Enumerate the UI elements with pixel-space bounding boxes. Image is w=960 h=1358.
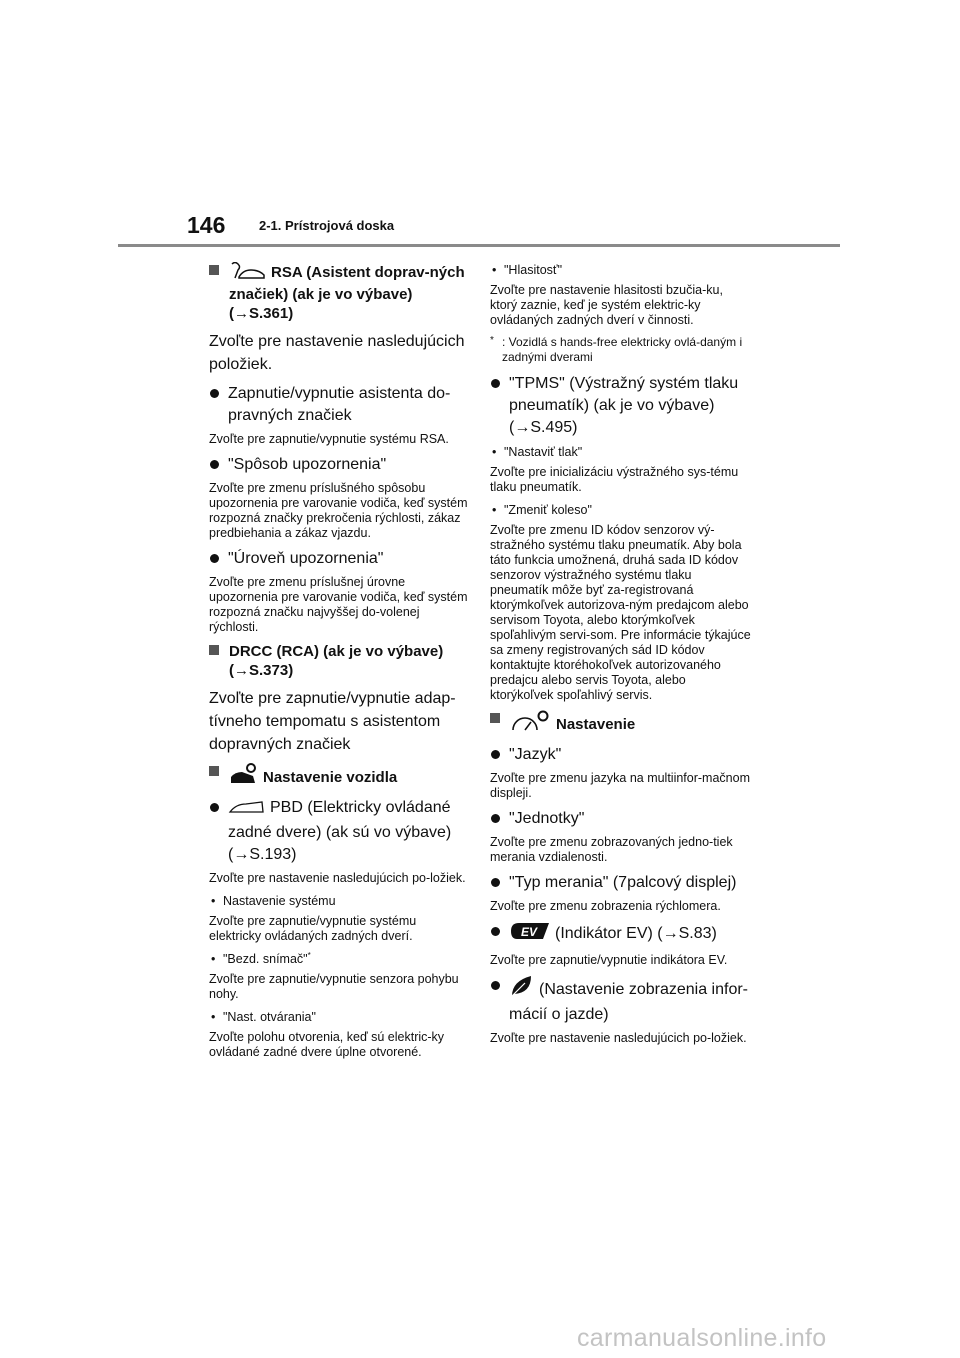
sub-item bbox=[490, 444, 752, 460]
bullet-dot-icon bbox=[210, 389, 219, 398]
section-square-icon bbox=[490, 713, 500, 723]
body-text: Zvoľte pre zapnutie/vypnutie indikátora EV. bbox=[490, 953, 728, 967]
sub-item-label: "Bezd. snímač" bbox=[223, 952, 308, 966]
bullet-dot-icon bbox=[210, 460, 219, 469]
section-square-icon bbox=[209, 265, 219, 275]
body-text: Zvoľte pre nastavenie nasledujúcich po-ložiek. bbox=[490, 1031, 747, 1045]
page-number: 146 bbox=[187, 212, 226, 238]
list-item bbox=[490, 921, 752, 948]
chapter-title: 2-1. Prístrojová doska bbox=[259, 218, 395, 233]
list-item bbox=[209, 383, 471, 427]
sub-item bbox=[209, 893, 471, 909]
list-item-label: (Nastavenie zobrazenia infor-mácií o jazde) bbox=[509, 981, 748, 1023]
drcc-heading-text: DRCC (RCA) (ak je vo výbave) (→S.373) bbox=[229, 643, 444, 679]
section-heading-rsa bbox=[209, 262, 471, 323]
ev-indicator-icon bbox=[509, 921, 551, 948]
sub-item-label: "Hlasitosť" bbox=[504, 263, 563, 277]
rsa-intro: Zvoľte pre nastavenie nasledujúcich položiek. bbox=[209, 333, 465, 373]
list-item-label: "Jazyk" bbox=[509, 746, 562, 763]
section-heading-drcc bbox=[209, 642, 471, 680]
footnote-marker: * bbox=[490, 335, 494, 346]
bullet-dot-icon bbox=[210, 803, 219, 812]
list-item bbox=[490, 744, 752, 766]
section-square-icon bbox=[209, 766, 219, 776]
list-item bbox=[490, 373, 752, 439]
right-column bbox=[490, 262, 752, 1053]
sub-bullet-icon: • bbox=[492, 503, 497, 517]
list-item bbox=[490, 808, 752, 830]
footnote-marker: * bbox=[307, 950, 311, 960]
footnote bbox=[490, 335, 752, 365]
car-gear-icon bbox=[229, 763, 259, 790]
body-text: Zvoľte pre zapnutie/vypnutie senzora pohybu nohy. bbox=[209, 972, 459, 1001]
section-square-icon bbox=[209, 645, 219, 655]
gauge-gear-icon bbox=[510, 710, 552, 737]
body-text: Zvoľte pre zapnutie/vypnutie systému RSA. bbox=[209, 432, 449, 446]
vehicle-heading-text: Nastavenie vozidla bbox=[263, 769, 398, 786]
sub-item bbox=[209, 951, 471, 967]
list-item-label: "Jednotky" bbox=[509, 810, 585, 827]
body-text: Zvoľte pre zmenu zobrazenia rýchlomera. bbox=[490, 899, 721, 913]
list-item-label: "Spôsob upozornenia" bbox=[228, 456, 387, 473]
list-item-label: "Úroveň upozornenia" bbox=[228, 550, 384, 567]
list-item-label: PBD (Elektricky ovládané zadné dvere) (ak sú vo výbave) (→S.193) bbox=[228, 799, 452, 863]
sub-bullet-icon: • bbox=[211, 1010, 216, 1024]
section-heading-settings bbox=[490, 710, 752, 737]
section-heading-vehicle bbox=[209, 763, 471, 790]
body-text: Zvoľte pre zmenu príslušného spôsobu upozornenia pre varovanie vodiča, keď systém rozpozná značky prekročenia rýchlosti, zákaz predbiehania a zákaz vjazdu. bbox=[209, 481, 468, 540]
sub-bullet-icon: • bbox=[211, 952, 216, 966]
sub-bullet-icon: • bbox=[492, 445, 497, 459]
list-item bbox=[490, 975, 752, 1026]
bullet-dot-icon bbox=[491, 750, 500, 759]
leaf-icon bbox=[509, 975, 535, 1004]
sub-item bbox=[209, 1009, 471, 1025]
list-item bbox=[490, 872, 752, 894]
settings-heading-text: Nastavenie bbox=[556, 716, 636, 733]
rsa-heading-text: RSA (Asistent doprav-ných značiek) (ak je vo výbave) (→S.361) bbox=[229, 264, 465, 322]
body-text: Zvoľte pre zapnutie/vypnutie systému elektricky ovládaných zadných dverí. bbox=[209, 914, 417, 943]
body-text: Zvoľte pre zmenu zobrazovaných jedno-tiek merania vzdialenosti. bbox=[490, 835, 733, 864]
list-item-label: (Indikátor EV) (→S.83) bbox=[555, 925, 717, 942]
rsa-sign-car-icon bbox=[229, 262, 267, 285]
list-item-label: "Typ merania" (7palcový displej) bbox=[509, 874, 737, 891]
sub-item-label: Nastavenie systému bbox=[223, 894, 336, 908]
list-item-label: Zapnutie/vypnutie asistenta do-pravných značiek bbox=[228, 385, 451, 424]
list-item bbox=[209, 797, 471, 866]
sub-bullet-icon: • bbox=[492, 263, 497, 277]
car-rear-door-icon bbox=[228, 799, 266, 822]
body-text: Zvoľte pre zmenu jazyka na multiinfor-mačnom displeji. bbox=[490, 771, 750, 800]
footnote-text: : Vozidlá s hands-free elektricky ovlá-daným i zadnými dverami bbox=[502, 335, 743, 364]
body-text: Zvoľte polohu otvorenia, keď sú elektric-ky ovládané zadné dvere úplne otvorené. bbox=[209, 1030, 445, 1059]
bullet-dot-icon bbox=[491, 814, 500, 823]
body-text: Zvoľte pre nastavenie hlasitosti bzučia-ku, ktorý zaznie, keď je systém elektric-ky ovládaných zadných dverí v činnosti. bbox=[490, 283, 723, 327]
bullet-dot-icon bbox=[210, 554, 219, 563]
sub-item-label: "Nastaviť tlak" bbox=[504, 445, 583, 459]
sub-bullet-icon: • bbox=[211, 894, 216, 908]
list-item bbox=[209, 454, 471, 476]
bullet-dot-icon bbox=[491, 981, 500, 990]
drcc-intro: Zvoľte pre zapnutie/vypnutie adap-tívneho tempomatu s asistentom dopravných značiek bbox=[209, 690, 456, 753]
body-text: Zvoľte pre zmenu príslušnej úrovne upozornenia pre varovanie vodiča, keď systém rozpozná značku najvyššej do-volenej rýchlosti. bbox=[209, 575, 468, 634]
sub-item-label: "Nast. otvárania" bbox=[223, 1010, 316, 1024]
sub-item bbox=[490, 502, 752, 518]
body-text: Zvoľte pre inicializáciu výstražného sys-tému tlaku pneumatík. bbox=[490, 465, 739, 494]
header-divider bbox=[118, 244, 840, 247]
sub-item-label: "Zmeniť koleso" bbox=[504, 503, 592, 517]
watermark: carmanualsonline.info bbox=[577, 1324, 827, 1352]
bullet-dot-icon bbox=[491, 927, 500, 936]
bullet-dot-icon bbox=[491, 878, 500, 887]
sub-item bbox=[490, 262, 752, 278]
svg-text:EV: EV bbox=[521, 925, 538, 939]
left-column bbox=[209, 262, 471, 1067]
list-item-label: "TPMS" (Výstražný systém tlaku pneumatík) (ak je vo výbave) (→S.495) bbox=[509, 375, 739, 436]
body-text: Zvoľte pre zmenu ID kódov senzorov vý-stražného systému tlaku pneumatík. Aby bola táto funkcia umožnená, druhá sada ID kódov senzorov výstražného systému tlaku pneumatík môže byť za-registrovaná ktorýmkoľvek autorizova-ným predajcom alebo servisom Toyota, alebo ktorýmkoľvek spoľahlivým servi-som. Pre informácie týkajúce sa zmeny registrovaných sád ID kódov kontaktujte ktoréhokoľvek autorizovaného predajcu alebo servis Toyota, alebo ktorýkoľvek spoľahlivý servis. bbox=[490, 523, 751, 702]
bullet-dot-icon bbox=[491, 379, 500, 388]
list-item bbox=[209, 548, 471, 570]
body-text: Zvoľte pre nastavenie nasledujúcich po-ložiek. bbox=[209, 871, 466, 885]
